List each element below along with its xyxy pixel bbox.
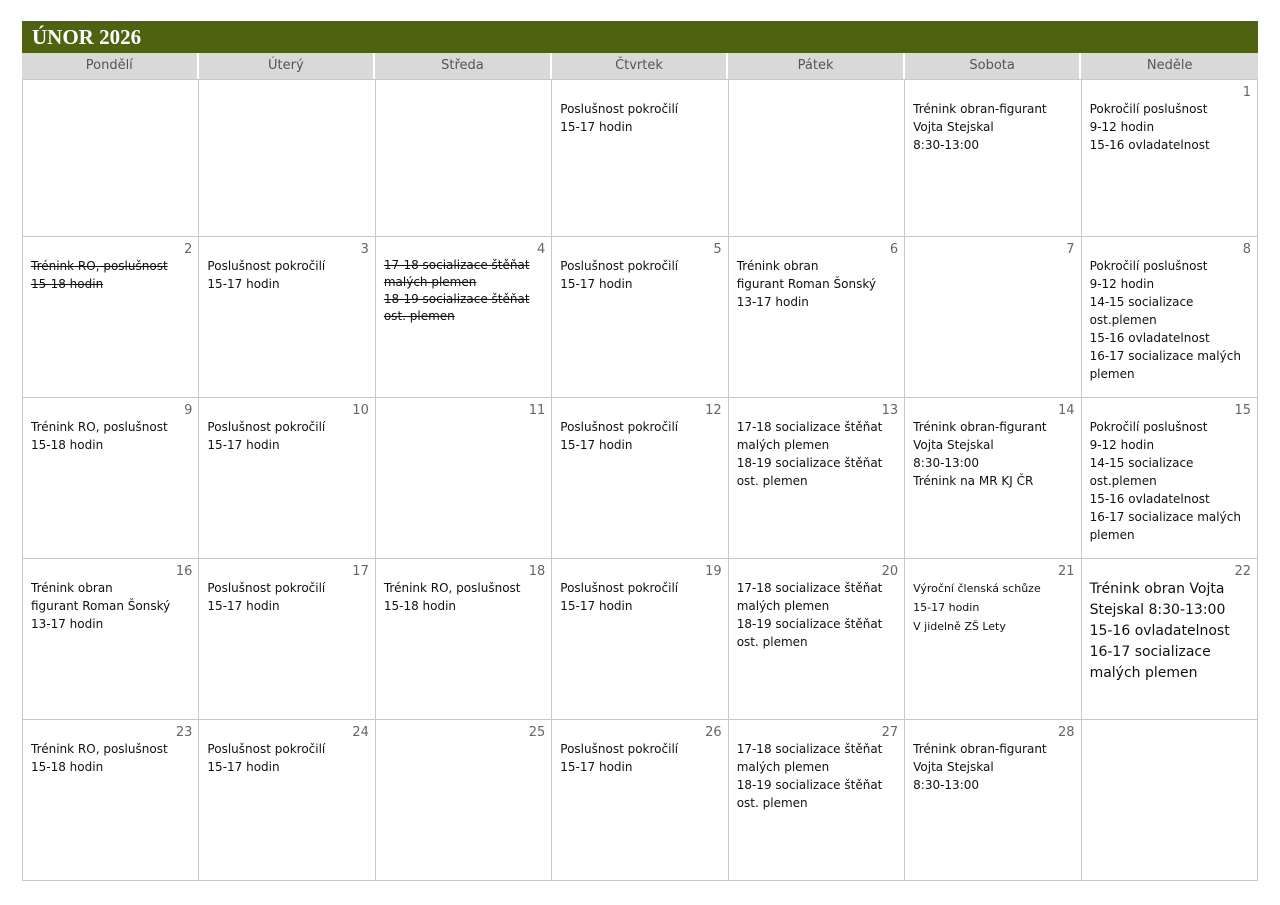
weekday-header: Čtvrtek <box>552 53 729 79</box>
day-number: 15 <box>1234 403 1251 418</box>
calendar <box>22 21 1258 881</box>
event-line: figurant Roman Šonský <box>736 277 876 291</box>
event-line: 15-16 ovladatelnost <box>1089 138 1210 152</box>
event-line: 14-15 socializace ost.plemen <box>1089 295 1194 327</box>
day-number <box>384 86 545 100</box>
day-cell <box>199 398 375 559</box>
event-line: 15-17 hodin <box>207 438 280 452</box>
event-line: Trénink na MR KJ ČR <box>913 474 1034 488</box>
day-cell <box>376 80 552 237</box>
day-number <box>737 86 898 100</box>
event-line: Trénink RO, poslušnost <box>31 420 168 434</box>
event-line: 9-12 hodin <box>1089 438 1155 452</box>
day-cell <box>23 398 199 559</box>
day-cell <box>1082 559 1258 720</box>
event-line: Poslušnost pokročilí <box>560 581 679 595</box>
event-line: 15-18 hodin <box>31 438 104 452</box>
day-cell <box>23 720 199 881</box>
event-line: 15-16 ovladatelnost <box>1089 492 1210 506</box>
weekday-header-row <box>22 53 1258 79</box>
day-number: 17 <box>352 564 369 579</box>
day-number <box>913 86 1074 100</box>
day-cell <box>1082 237 1258 398</box>
event-line: Poslušnost pokročilí <box>207 259 326 273</box>
day-cell <box>199 720 375 881</box>
day-cell <box>376 720 552 881</box>
calendar-title: ÚNOR 2026 <box>22 21 1258 53</box>
weekday-header: Sobota <box>905 53 1082 79</box>
day-number: 12 <box>705 403 722 418</box>
event-line: Trénink obran <box>31 581 113 595</box>
day-number: 27 <box>881 725 899 740</box>
weekday-header: Středa <box>375 53 552 79</box>
day-cell <box>729 559 905 720</box>
weekday-header: Pondělí <box>22 53 199 79</box>
event-line: 15-17 hodin <box>560 120 633 134</box>
event-line: 8:30-13:00 <box>913 778 979 792</box>
day-number: 20 <box>881 564 899 579</box>
event-line: 18-19 socializace štěňat ost. plemen <box>736 617 883 649</box>
day-cell <box>729 80 905 237</box>
day-number: 26 <box>705 725 722 740</box>
day-number <box>31 86 192 100</box>
day-number: 6 <box>889 242 899 257</box>
event-line: Trénink RO, poslušnost <box>383 581 521 595</box>
event-line: Poslušnost pokročilí <box>560 742 679 756</box>
event-line: Pokročilí poslušnost <box>1089 420 1208 434</box>
event-line: 17-18 socializace štěňat malých plemen <box>736 742 883 774</box>
event-line: 15-18 hodin <box>31 277 104 291</box>
event-line: 9-12 hodin <box>1089 277 1155 291</box>
day-number: 22 <box>1234 564 1251 579</box>
day-cell <box>376 559 552 720</box>
event-line: 13-17 hodin <box>31 617 104 631</box>
event-line: Trénink obran-figurant <box>913 102 1047 116</box>
event-line: 17-18 socializace štěňat malých plemen <box>736 581 883 613</box>
event-line: Vojta Stejskal <box>913 120 994 134</box>
event-line: 16-17 socializace malých plemen <box>1089 644 1211 681</box>
event-line: Trénink RO, poslušnost <box>31 259 168 273</box>
day-number: 10 <box>352 403 369 418</box>
event-line: V jidelně ZŠ Lety <box>913 620 1006 633</box>
event-line: 15-17 hodin <box>913 601 980 614</box>
event-line: 15-17 hodin <box>207 599 280 613</box>
day-number: 16 <box>175 564 193 579</box>
event-line: Trénink obran Vojta Stejskal 8:30-13:00 <box>1089 581 1226 618</box>
day-number: 11 <box>528 403 546 418</box>
day-number: 21 <box>1058 564 1075 579</box>
event-line: 15-17 hodin <box>560 277 633 291</box>
day-number: 18 <box>528 564 546 579</box>
event-line: Vojta Stejskal <box>913 760 994 774</box>
day-cell <box>552 80 728 237</box>
event-line: 15-17 hodin <box>560 599 633 613</box>
day-number: 24 <box>352 725 369 740</box>
day-number <box>207 86 368 100</box>
event-line: Trénink obran <box>736 259 819 273</box>
day-cell <box>552 720 728 881</box>
day-cell <box>905 237 1081 398</box>
event-line: Poslušnost pokročilí <box>560 259 679 273</box>
day-number: 19 <box>705 564 722 579</box>
event-line: 17-18 socializace štěňat malých plemen <box>383 258 530 289</box>
event-line: 15-18 hodin <box>383 599 457 613</box>
day-cell <box>729 398 905 559</box>
event-line: 15-17 hodin <box>560 438 633 452</box>
event-line: 18-19 socializace štěňat ost. plemen <box>736 778 883 810</box>
day-number: 1 <box>1242 85 1251 100</box>
day-number: 28 <box>1058 725 1075 740</box>
event-line: Poslušnost pokročilí <box>560 420 679 434</box>
event-line: Pokročilí poslušnost <box>1089 259 1208 273</box>
day-cell <box>1082 80 1258 237</box>
event-line: Poslušnost pokročilí <box>207 420 326 434</box>
day-cell <box>376 237 552 398</box>
event-line: 15-16 ovladatelnost <box>1089 331 1210 345</box>
event-line: Trénink obran-figurant <box>913 420 1047 434</box>
event-line: 17-18 socializace štěňat malých plemen <box>736 420 883 452</box>
event-line: Poslušnost pokročilí <box>207 581 326 595</box>
day-cell <box>1082 720 1258 881</box>
day-cell <box>905 398 1081 559</box>
event-line: 15-18 hodin <box>31 760 104 774</box>
day-number: 2 <box>184 242 193 257</box>
day-cell <box>376 398 552 559</box>
day-number: 3 <box>360 242 369 257</box>
event-line: 15-17 hodin <box>560 760 633 774</box>
event-line: 8:30-13:00 <box>913 456 979 470</box>
day-number: 8 <box>1242 242 1251 257</box>
event-line: 13-17 hodin <box>736 295 809 309</box>
day-number <box>1090 726 1251 740</box>
day-cell <box>199 237 375 398</box>
event-line: 14-15 socializace ost.plemen <box>1089 456 1194 488</box>
day-number: 4 <box>537 242 546 257</box>
event-line: Pokročilí poslušnost <box>1089 102 1208 116</box>
event-line: Výroční členská schůze <box>913 582 1041 595</box>
event-line: Poslušnost pokročilí <box>560 102 679 116</box>
day-cell <box>23 80 199 237</box>
day-number: 9 <box>184 403 193 418</box>
event-line: 16-17 socializace malých plemen <box>1089 510 1241 542</box>
day-number: 7 <box>1066 242 1075 257</box>
event-line: Trénink obran-figurant <box>913 742 1047 756</box>
day-number <box>560 86 721 100</box>
weekday-header: Úterý <box>199 53 376 79</box>
day-number: 14 <box>1058 403 1075 418</box>
day-cell <box>905 720 1081 881</box>
event-line: 16-17 socializace malých plemen <box>1089 349 1241 381</box>
day-cell <box>729 237 905 398</box>
day-cell <box>23 559 199 720</box>
event-line: 18-19 socializace štěňat ost. plemen <box>736 456 883 488</box>
event-line: 9-12 hodin <box>1089 120 1155 134</box>
day-cell <box>552 559 728 720</box>
day-cell <box>905 559 1081 720</box>
day-grid <box>22 79 1258 881</box>
day-cell <box>199 80 375 237</box>
event-line: Poslušnost pokročilí <box>207 742 326 756</box>
day-cell <box>199 559 375 720</box>
day-cell <box>1082 398 1258 559</box>
event-line: figurant Roman Šonský <box>31 599 171 613</box>
day-cell <box>552 237 728 398</box>
day-cell <box>23 237 199 398</box>
event-line: 8:30-13:00 <box>913 138 979 152</box>
day-number: 23 <box>175 725 193 740</box>
event-line: 15-17 hodin <box>207 277 280 291</box>
event-line: Vojta Stejskal <box>913 438 994 452</box>
event-line: Trénink RO, poslušnost <box>31 742 168 756</box>
weekday-header: Neděle <box>1081 53 1258 79</box>
day-number: 25 <box>528 725 546 740</box>
day-number: 5 <box>713 242 722 257</box>
event-line: 18-19 socializace štěňat ost. plemen <box>383 292 530 323</box>
event-line: 15-16 ovladatelnost <box>1089 623 1230 639</box>
event-line: 15-17 hodin <box>207 760 280 774</box>
day-cell <box>552 398 728 559</box>
day-cell <box>729 720 905 881</box>
weekday-header: Pátek <box>728 53 905 79</box>
day-number: 13 <box>881 403 899 418</box>
day-cell <box>905 80 1081 237</box>
